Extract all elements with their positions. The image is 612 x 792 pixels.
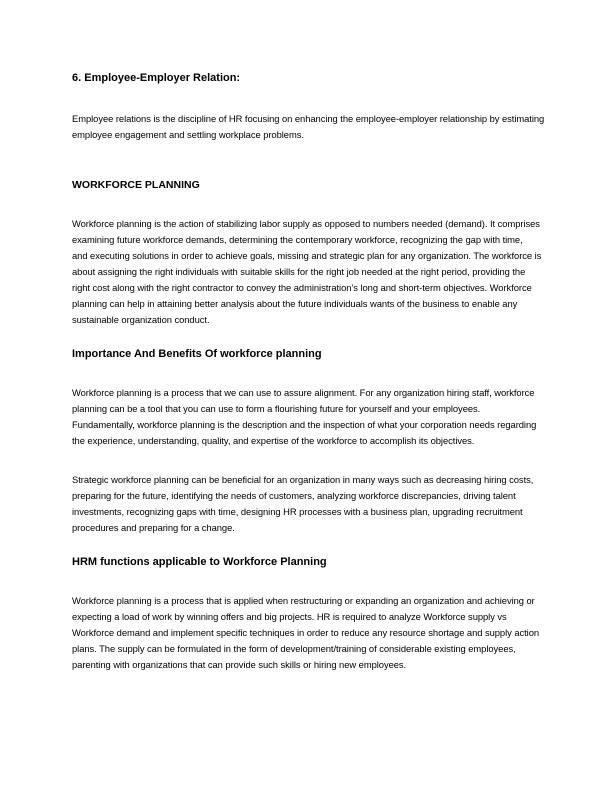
section-heading-importance-and-benefits: Importance And Benefits Of workforce planning [72, 348, 322, 360]
text-line: preparing for the future, identifying the needs of customers, analyzing workforce discrepancies, driving talent [72, 490, 516, 501]
text-line: Fundamentally, workforce planning is the description and the inspection of what your corporation needs regarding [72, 419, 537, 430]
paragraph-importance-1 [72, 385, 588, 449]
text-line: Workforce planning is a process that we can use to assure alignment. For any organization hiring staff, workforce [72, 387, 535, 398]
text-line: Strategic workforce planning can be beneficial for an organization in many ways such as decreasing hiring costs, [72, 474, 534, 485]
paragraph-employee-relations [72, 111, 588, 143]
section-heading-workforce-planning: WORKFORCE PLANNING [72, 179, 200, 191]
text-line: the experience, understanding, quality, and expertise of the workforce to accomplish its objectives. [72, 435, 475, 446]
text-line: sustainable organization conduct. [72, 314, 210, 325]
text-line: right cost along with the right contractor to convey the administration’s long and short-term objectives. Workforce [72, 282, 532, 293]
paragraph-hrm-functions [72, 593, 588, 673]
paragraph-workforce-planning [72, 216, 588, 328]
text-line: planning can help in attaining better analysis about the future individuals wants of the business to enable any [72, 298, 518, 309]
text-line: parenting with organizations that can provide such skills or hiring new employees. [72, 659, 407, 670]
text-line: about assigning the right individuals with suitable skills for the right job needed at the right period, providing the [72, 266, 526, 277]
text-line: employee engagement and settling workplace problems. [72, 129, 304, 140]
text-line: investments, recognizing gaps with time, designing HR processes with a business plan, upgrading recruitment [72, 506, 523, 517]
text-line: plans. The supply can be formulated in the form of development/training of considerable existing employees, [72, 643, 516, 654]
text-line: examining future workforce demands, determining the contemporary workforce, recognizing the gap with time, [72, 234, 523, 245]
text-line: Workforce planning is a process that is applied when restructuring or expanding an organization and achieving or [72, 595, 535, 606]
text-line: expecting a load of work by winning offers and big projects. HR is required to analyze Workforce supply vs [72, 611, 507, 622]
text-line: Employee relations is the discipline of HR focusing on enhancing the employee-employer relationship by estimating [72, 113, 545, 124]
text-line: Workforce demand and implement specific techniques in order to reduce any resource shortage and supply action [72, 627, 540, 638]
paragraph-importance-2 [72, 472, 588, 536]
section-heading-hrm-functions: HRM functions applicable to Workforce Planning [72, 556, 327, 568]
text-line: planning can be a tool that you can use to form a flourishing future for yourself and your employees. [72, 403, 481, 414]
text-line: and executing solutions in order to achieve goals, missing and strategic plan for any organization. The workforce is [72, 250, 542, 261]
text-line: Workforce planning is the action of stabilizing labor supply as opposed to numbers needed (demand). It comprises [72, 218, 540, 229]
section-heading-employee-employer-relation: 6. Employee-Employer Relation: [72, 72, 241, 84]
text-line: procedures and preparing for a change. [72, 522, 235, 533]
